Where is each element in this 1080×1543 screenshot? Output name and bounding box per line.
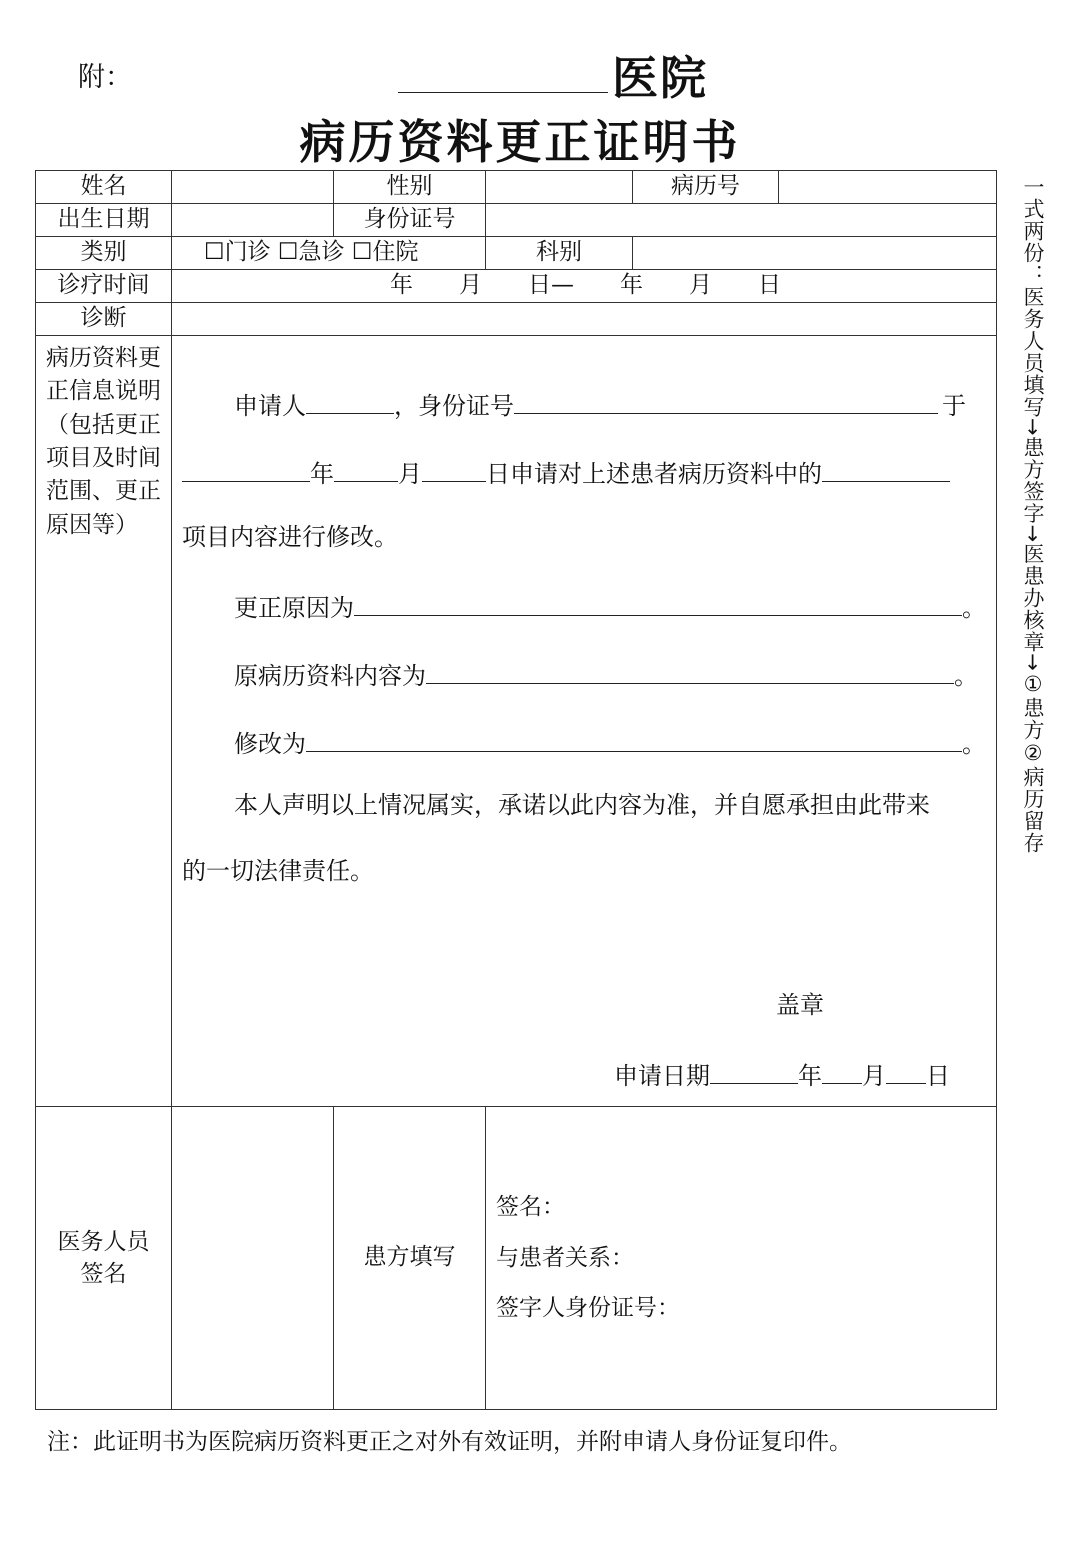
gender-label: 性别 xyxy=(334,171,486,204)
attachment-label: 附： xyxy=(78,62,132,93)
apply-month-blank[interactable] xyxy=(334,456,398,482)
applicant-id-blank[interactable] xyxy=(514,388,938,414)
period-2: 。 xyxy=(954,662,978,691)
apply-day-blank[interactable] xyxy=(422,456,486,482)
correction-statement xyxy=(172,336,997,1107)
record-no-field[interactable] xyxy=(779,171,997,204)
correction-info-label: 病历资料更正信息说明（包括更正项目及时间范围、更正原因等） xyxy=(36,336,172,1107)
id-no-field[interactable] xyxy=(486,204,997,237)
hospital-name-blank xyxy=(398,92,608,93)
apply-date-day-blank[interactable] xyxy=(886,1058,926,1084)
apply-text: 日申请对上述患者病历资料中的 xyxy=(486,460,822,489)
item-modify-text: 项目内容进行修改。 xyxy=(182,523,398,551)
staff-signature-label: 医务人员签名 xyxy=(36,1107,172,1410)
gender-field[interactable] xyxy=(486,171,633,204)
declaration-end-text: 的一切法律责任。 xyxy=(182,857,374,885)
id-no-label: 身份证号 xyxy=(334,204,486,237)
treatment-time-field[interactable]: 年 月 日— 年 月 日 xyxy=(172,270,997,303)
hospital-suffix: 医院 xyxy=(612,51,708,105)
applicant-blank[interactable] xyxy=(306,388,394,414)
original-blank[interactable] xyxy=(426,658,954,684)
apply-date-year-text: 年 xyxy=(798,1062,822,1091)
reason-blank[interactable] xyxy=(354,590,962,616)
diagnosis-label: 诊断 xyxy=(36,303,172,336)
name-label: 姓名 xyxy=(36,171,172,204)
record-item-blank[interactable] xyxy=(822,456,950,482)
patient-relation-label[interactable]: 与患者关系： xyxy=(496,1244,634,1271)
period-3: 。 xyxy=(962,730,986,759)
department-label: 科别 xyxy=(486,237,633,270)
record-no-label: 病历号 xyxy=(633,171,779,204)
birth-date-label: 出生日期 xyxy=(36,204,172,237)
seal-label: 盖章 xyxy=(776,991,824,1019)
process-side-note: 一式两份：医务人员填写→患方签字→医患办核章→①患方②病历留存 xyxy=(1021,176,1045,854)
birth-date-field[interactable] xyxy=(172,204,334,237)
applicant-text: 申请人 xyxy=(234,392,306,421)
period-1: 。 xyxy=(962,594,986,623)
patient-fill-section xyxy=(486,1107,997,1410)
apply-year-blank[interactable] xyxy=(182,456,310,482)
patient-id-label[interactable]: 签字人身份证号： xyxy=(496,1295,680,1322)
modified-text: 修改为 xyxy=(234,730,306,759)
modified-blank[interactable] xyxy=(306,726,962,752)
name-field[interactable] xyxy=(172,171,334,204)
original-text: 原病历资料内容为 xyxy=(234,662,426,691)
staff-signature-field[interactable] xyxy=(172,1107,334,1410)
patient-signature-label[interactable]: 签名： xyxy=(496,1194,565,1221)
category-label: 类别 xyxy=(36,237,172,270)
year-text: 年 xyxy=(310,460,334,489)
apply-date-day-text: 日 xyxy=(926,1062,950,1091)
department-field[interactable] xyxy=(633,237,997,270)
footer-note: 注：此证明书为医院病历资料更正之对外有效证明，并附申请人身份证复印件。 xyxy=(47,1429,852,1455)
apply-date-year-blank[interactable] xyxy=(710,1058,798,1084)
category-options[interactable]: ☐门诊 ☐急诊 ☐住院 xyxy=(172,237,486,270)
reason-text: 更正原因为 xyxy=(234,594,354,623)
diagnosis-field[interactable] xyxy=(172,303,997,336)
apply-date-label: 申请日期 xyxy=(614,1062,710,1091)
treatment-time-label: 诊疗时间 xyxy=(36,270,172,303)
id-text: ，身份证号 xyxy=(394,392,514,421)
document-title: 病历资料更正证明书 xyxy=(299,115,741,169)
declaration-text: 本人声明以上情况属实，承诺以此内容为准，并自愿承担由此带来 xyxy=(234,791,930,819)
month-text: 月 xyxy=(398,460,422,489)
on-text: 于 xyxy=(942,392,966,421)
apply-date-month-blank[interactable] xyxy=(822,1058,862,1084)
apply-date-month-text: 月 xyxy=(862,1062,886,1091)
correction-form-table xyxy=(35,170,997,1410)
patient-fill-label: 患方填写 xyxy=(334,1107,486,1410)
